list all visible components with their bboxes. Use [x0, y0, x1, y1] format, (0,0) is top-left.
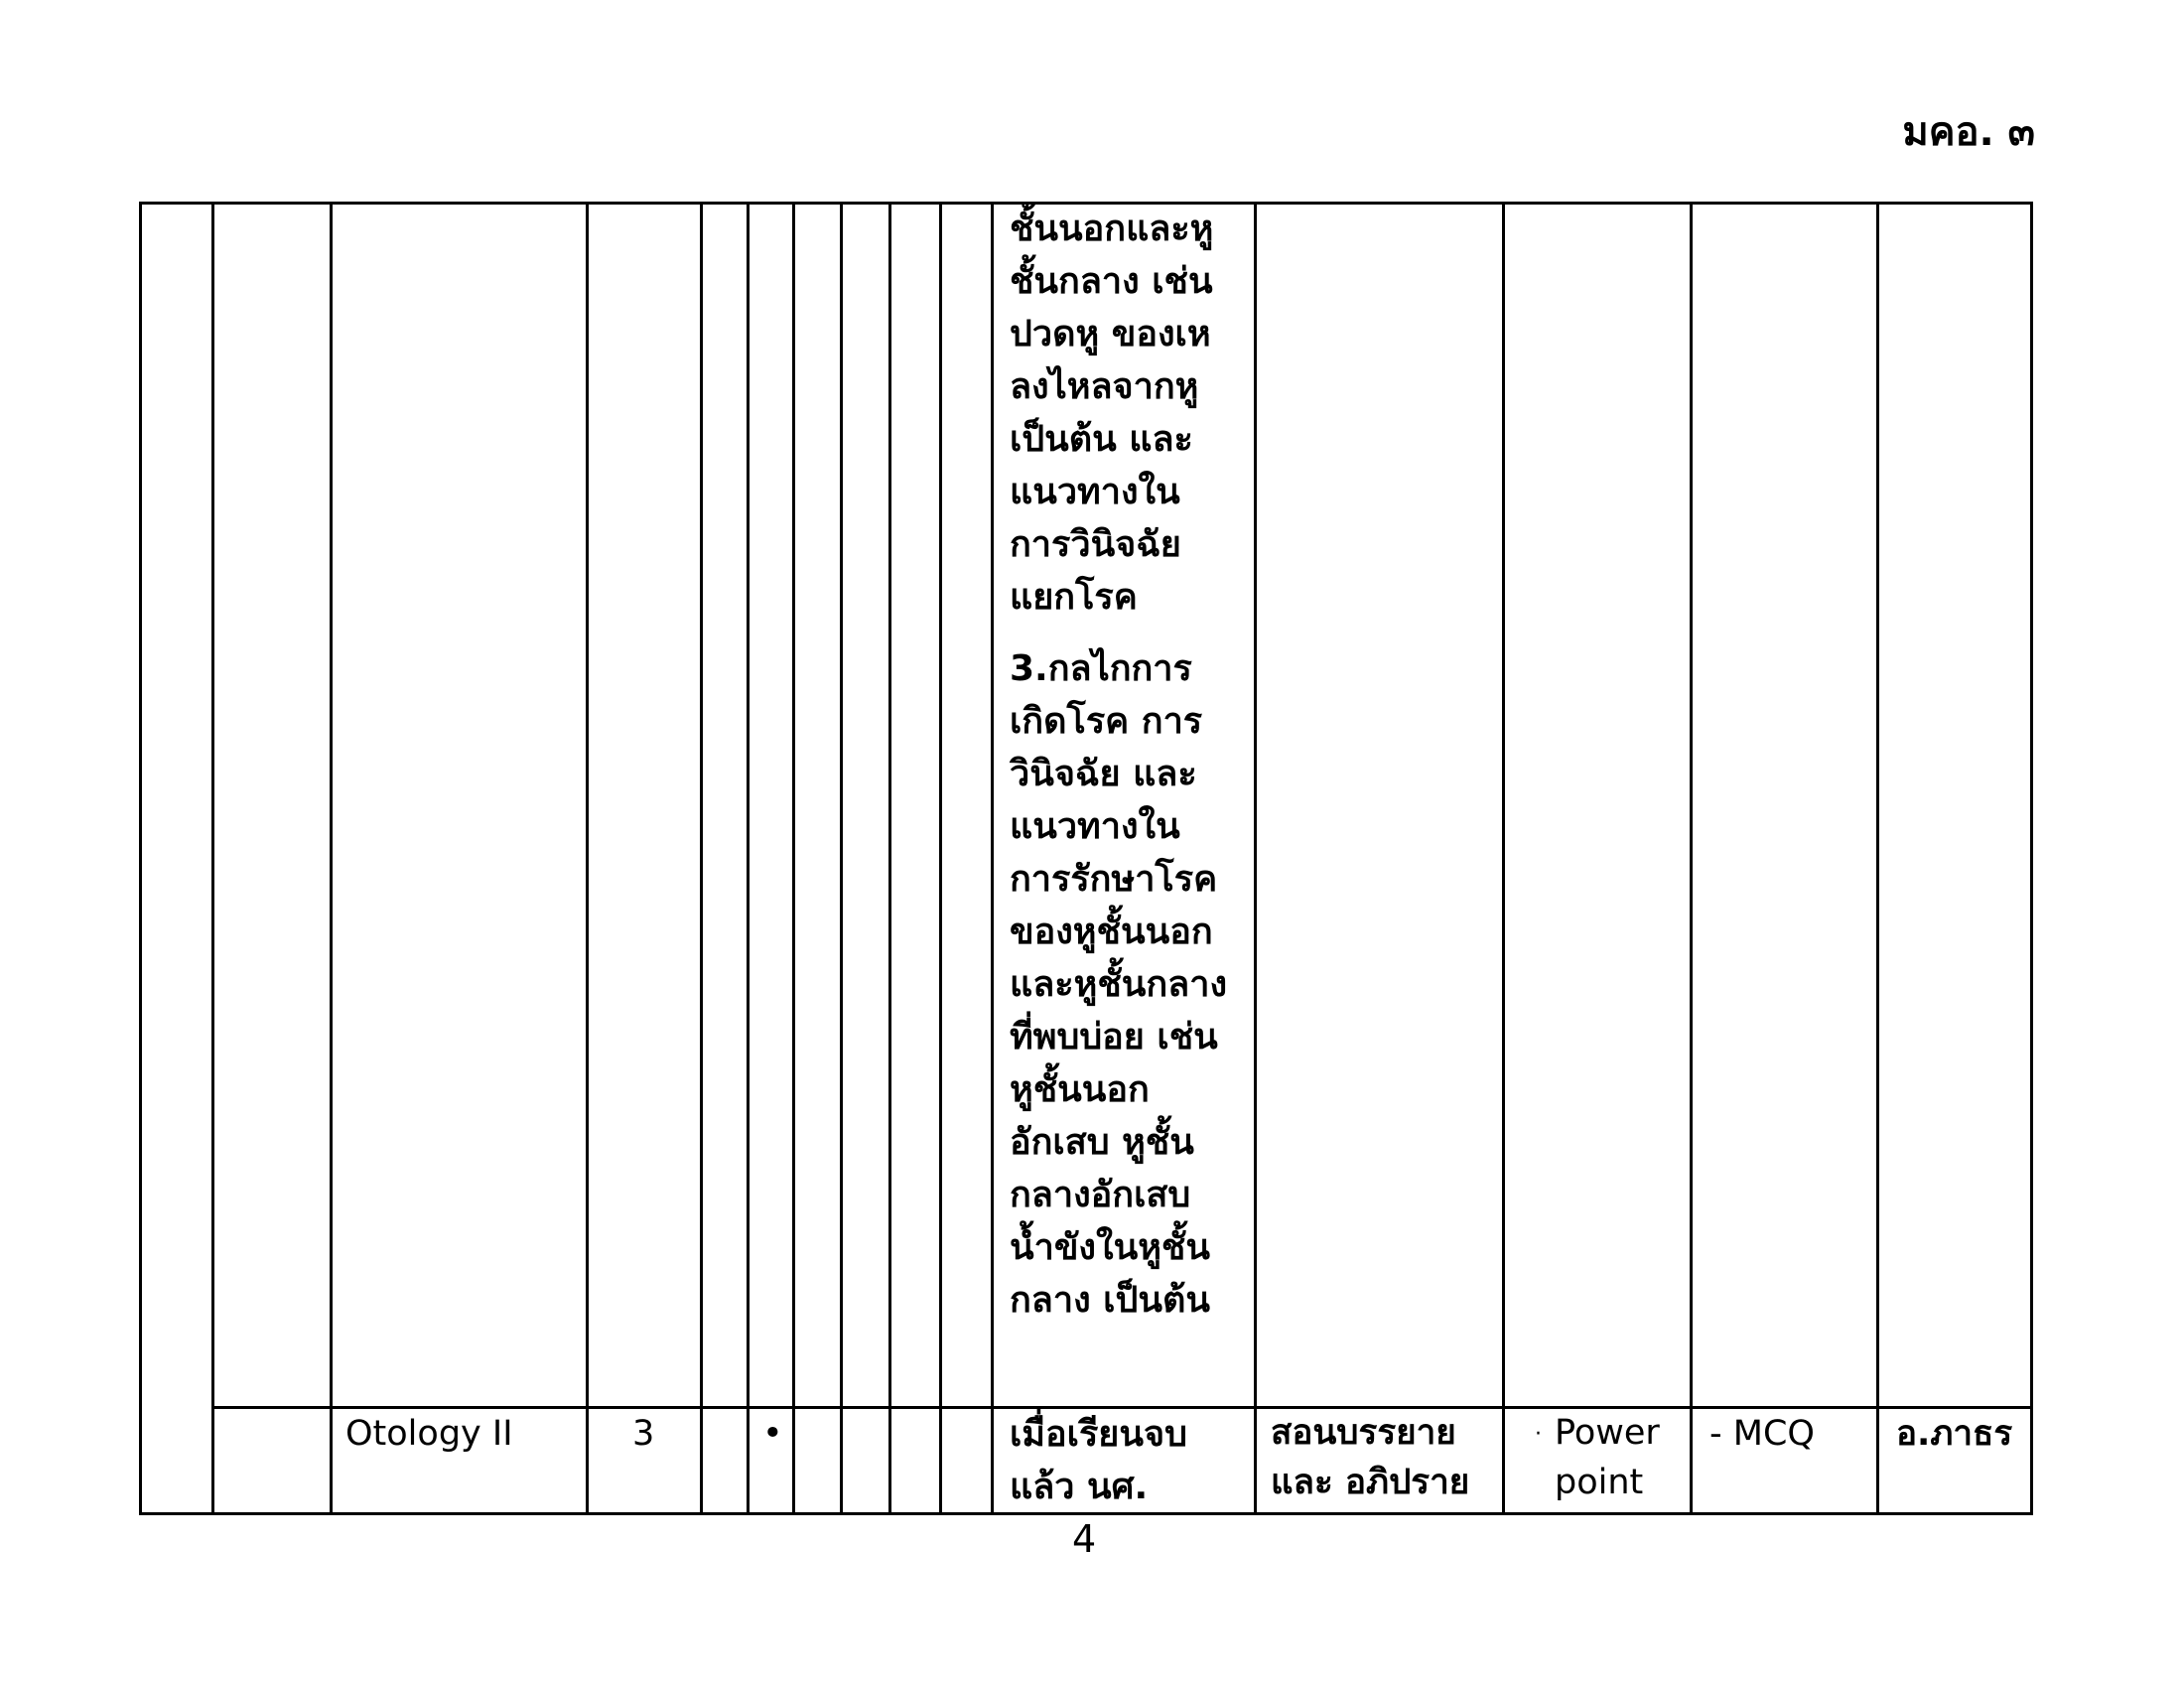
teaching-method-line: และ อภิปราย [1271, 1463, 1470, 1502]
column-divider [586, 202, 589, 1515]
objective-continued-part1 [1010, 203, 1263, 624]
objective-line: การรักษาโรค [1010, 859, 1218, 900]
doc-code-header: มคอ. ๓ [1902, 109, 2035, 155]
objective-line: ชั้นกลาง เช่น [1010, 261, 1213, 302]
column-divider [1876, 202, 1879, 1515]
objective-cell [1010, 1408, 1263, 1513]
objective-line: กลาง เป็นต้น [1010, 1280, 1210, 1321]
media-cell [1555, 1408, 1660, 1507]
objective-line: ที่พบบ่อย เช่น [1010, 1017, 1218, 1057]
hours-cell: 3 [632, 1414, 655, 1454]
objective-line: ชั้นนอกและหู [1010, 209, 1214, 249]
teaching-method-cell [1271, 1408, 1469, 1507]
column-divider [211, 202, 214, 1515]
objective-line: เกิดโรค การ [1010, 701, 1203, 742]
media-line: point [1555, 1463, 1644, 1502]
objective-line: กลางอักเสบ [1010, 1175, 1191, 1215]
column-divider [747, 202, 750, 1515]
objective-line: แนวทางใน [1010, 472, 1180, 512]
column-divider [1502, 202, 1505, 1515]
column-divider [792, 202, 795, 1515]
objective-line: ลงไหลจากหู [1010, 366, 1199, 407]
instructor-cell: อ.ภาธร [1896, 1414, 2013, 1454]
column-divider [330, 202, 333, 1515]
teaching-method-line: สอนบรรยาย [1271, 1413, 1456, 1453]
objective-line: การวินิจฉัย [1010, 524, 1181, 565]
assessment-cell: - MCQ [1709, 1414, 1815, 1454]
objective-line: 3.กลไกการ [1010, 648, 1192, 689]
objective-line: แนวทางใน [1010, 806, 1180, 847]
objective-line: ปวดหู ของเห [1010, 314, 1211, 354]
objective-line: เมื่อเรียนจบ [1010, 1414, 1187, 1455]
objective-line: และหูชั้นกลาง [1010, 964, 1228, 1005]
objective-line: วินิจฉัย และ [1010, 754, 1197, 794]
column-divider [991, 202, 994, 1515]
objective-line: ของหูชั้นนอก [1010, 912, 1213, 952]
objective-line: เป็นต้น และ [1010, 419, 1193, 460]
column-divider [888, 202, 891, 1515]
objective-line: หูชั้นนอก [1010, 1069, 1150, 1110]
media-bullet: · [1535, 1422, 1542, 1447]
column-divider [939, 202, 942, 1515]
objective-continued-part2 [1010, 642, 1263, 1327]
column-divider [840, 202, 843, 1515]
objective-line: แยกโรค [1010, 577, 1138, 618]
marker-dot: • [762, 1414, 783, 1454]
objective-line: น้ำขังในหูชั้น [1010, 1227, 1210, 1268]
page-number: 4 [1072, 1517, 1097, 1561]
column-divider [700, 202, 703, 1515]
objective-line: อักเสบ หูชั้น [1010, 1122, 1194, 1163]
objective-line: แล้ว นศ. [1010, 1467, 1149, 1507]
media-line: Power [1555, 1413, 1660, 1453]
topic-cell: Otology II [345, 1414, 513, 1454]
column-divider [1690, 202, 1693, 1515]
